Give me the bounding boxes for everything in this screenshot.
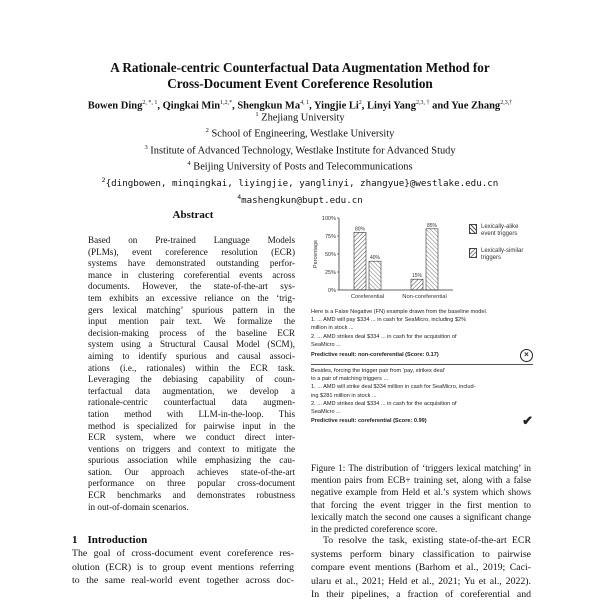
- abstract-line: Based on Pre-trained Language Models: [88, 235, 295, 245]
- abstract-line: terfactual data augmentation, we develop a: [88, 385, 295, 396]
- abstract-line: aiming to identify spurious and causal associ-: [88, 350, 295, 361]
- author-affiliation-marker: 2, *, 1: [142, 100, 158, 106]
- legend-swatch: [469, 224, 477, 234]
- abstract-heading: Abstract: [172, 209, 214, 221]
- bar-value-label: 85%: [426, 222, 438, 229]
- section-title: Introduction: [87, 534, 148, 546]
- abstract-line: performance on three popular cross-document: [88, 478, 295, 489]
- abstract-line: method is specialized for pairwise input in the: [88, 420, 295, 431]
- prediction-1: Predictive result: non-coreferential (Score: 0.17): [311, 352, 439, 359]
- author-affiliation-marker: 4, 1: [300, 100, 310, 106]
- email-text[interactable]: mashengkun@bupt.edu.cn: [241, 194, 363, 206]
- author-name: Yue Zhang: [451, 100, 501, 112]
- section-heading-introduction: [72, 534, 157, 546]
- email-line: [40, 191, 560, 208]
- author-affiliation-marker: 2,3,†: [500, 100, 513, 106]
- bar: [369, 261, 381, 290]
- abstract-line: ventions on triggers and context to mitigate the: [88, 443, 295, 454]
- affiliation-marker: 3: [144, 143, 148, 151]
- abstract-line: system using a Structural Causal Model (SCM),: [88, 339, 295, 350]
- abstract-line: ECR system, where we conduct direct inter-: [88, 432, 295, 443]
- paper-title: [40, 60, 560, 92]
- body-line: To resolve the task, existing state-of-the-art ECR: [323, 535, 531, 546]
- author-name: Shengkun Ma: [237, 100, 301, 112]
- abstract-line: Leveraging the debiasing capability of coun-: [88, 374, 295, 385]
- y-tick-label: 100%: [321, 216, 336, 222]
- y-tick-label: 75%: [324, 234, 336, 240]
- bar: [411, 279, 423, 290]
- mention-4: 2. ... AMD strikes deal $334 ... in cash for the acquisition of: [311, 400, 457, 407]
- false-negative-example: [311, 308, 533, 429]
- introduction-line: olution (ECR) is to group event mentions referring: [72, 561, 294, 573]
- email-text[interactable]: {dingbowen, minqingkai, liyingjie, yanglinyi, zhangyue}@westlake.edu.cn: [105, 178, 499, 190]
- mention-2-cont: SeaMicro ...: [311, 341, 341, 348]
- introduction-line: The goal of cross-document event coreference res-: [72, 548, 294, 559]
- abstract-line: in out-of-domain scenarios.: [88, 501, 189, 512]
- section-number: 1: [72, 534, 78, 546]
- title-line-2: Cross-Document Event Coreference Resolution: [167, 76, 433, 91]
- body-line: systems perform binary classification to pairwise: [311, 548, 531, 560]
- abstract-line: spurious association while emphasizing the cau-: [88, 455, 295, 466]
- email-marker: 4: [237, 192, 242, 201]
- bar-value-label: 15%: [411, 273, 423, 280]
- x-tick-label: Non-coreferential: [402, 294, 447, 300]
- body-line: ularu et al., 2021; Held et al., 2021; Yu et al., 2022).: [311, 575, 531, 587]
- affiliation-line: [40, 158, 560, 174]
- bar-chart: [311, 208, 461, 308]
- mention-3-cont: ing $281 million in stock ...: [311, 392, 377, 399]
- email-marker: 2: [101, 176, 106, 185]
- abstract-line: systems have demonstrated outstanding perfor-: [88, 258, 295, 269]
- abstract-line: rationale-centric counterfactual data augmen-: [88, 397, 295, 408]
- counterfactual-header: Besides, forcing the trigger pair from ‘pay, strikes deal’: [311, 368, 446, 375]
- introduction-line: to the same real-world event together across doc-: [72, 575, 294, 587]
- prediction-1-row: [311, 349, 533, 362]
- author-name: Linyi Yang: [367, 100, 416, 112]
- affiliation-text: Beijing University of Posts and Telecommunications: [190, 161, 413, 173]
- affiliation-marker: 1: [255, 111, 259, 118]
- chart-legend: [469, 224, 533, 272]
- abstract-line: gers lexical matching’ spurious pattern in the: [88, 304, 295, 315]
- body-line: compare event mentions (Barhom et al., 2019; Caci-: [311, 562, 531, 574]
- mention-3: 1. ... AMD will strike deal $334 million in cash for SeaMicro, includ-: [311, 384, 476, 391]
- author-affiliation-marker: 1,2,*: [220, 100, 233, 106]
- author-name: Bowen Ding: [87, 100, 143, 112]
- legend-swatch: [469, 248, 477, 258]
- legend-item: [469, 248, 533, 262]
- author-separator: ,: [309, 100, 314, 112]
- mention-1-cont: million in stock ...: [311, 325, 354, 332]
- abstract-body: [88, 235, 295, 513]
- legend-label: Lexically-similar triggers: [481, 248, 524, 261]
- author-affiliation-marker: 2,3, †: [415, 100, 430, 106]
- abstract-line: sation. Our approach achieves state-of-the-art: [88, 466, 295, 477]
- affiliation-text: School of Engineering, Westlake University: [208, 128, 395, 140]
- y-axis-label: Percentage: [313, 239, 319, 269]
- x-tick-label: Coreferential: [350, 294, 385, 300]
- abstract-line: ations (i.e., rationales) within the ECR task.: [88, 362, 295, 373]
- wrong-icon: ×: [520, 349, 533, 362]
- prediction-2-row: [311, 413, 533, 429]
- author-name: Yingjie Li: [313, 100, 359, 112]
- author-separator: ,: [361, 100, 368, 112]
- y-tick-label: 25%: [324, 270, 336, 276]
- introduction-body: [72, 547, 294, 588]
- bar: [354, 232, 366, 290]
- author-separator: ,: [232, 100, 238, 112]
- y-tick-label: 50%: [324, 252, 336, 258]
- mention-2: 2. ... AMD strikes deal $334 ... in cash for the acquisition of: [311, 333, 457, 340]
- bar: [426, 229, 438, 290]
- author-name: Qingkai Min: [162, 100, 221, 112]
- abstract-line: mance in clustering coreferential events across: [88, 269, 295, 280]
- counterfactual-header-cont: to a pair of matching triggers ...: [311, 376, 389, 383]
- affiliation-marker: 4: [187, 159, 191, 167]
- y-tick-label: 0%: [328, 288, 336, 294]
- checkmark-icon: ✔: [522, 413, 533, 429]
- abstract-line: documents. However, the state-of-the-art sys-: [88, 281, 295, 292]
- abstract-line: (PLMs), event coreference resolution (ECR): [88, 246, 295, 257]
- abstract-line: input mention pair text. We formalize the: [88, 316, 295, 327]
- prediction-2: Predictive result: coreferential (Score: 0.99): [311, 418, 427, 425]
- bar-value-label: 40%: [369, 255, 381, 262]
- affiliation-marker: 2: [205, 127, 209, 135]
- abstract-line: decision-making process of the baseline ECR: [88, 327, 295, 338]
- affiliation-text: Institute of Advanced Technology, Westlake Institute for Advanced Study: [147, 145, 456, 156]
- affiliation-line: [40, 109, 560, 125]
- example-header: Here is a False Negative (FN) example drawn from the baseline model.: [311, 309, 488, 315]
- abstract-line: ECR benchmarks and demonstrates robustness: [88, 490, 295, 501]
- right-column-body: [311, 534, 531, 602]
- figure-1: [311, 208, 533, 458]
- title-line-1: A Rationale-centric Counterfactual Data Augmentation Method for: [110, 60, 490, 75]
- mention-4-cont: SeaMicro ...: [311, 409, 341, 416]
- body-line: In their pipelines, a fraction of coreferential and: [311, 589, 531, 601]
- mention-1: 1. ... AMD will pay $334 ... in cash for SeaMicro, including $2%: [311, 317, 467, 324]
- affiliation-line: [40, 142, 560, 158]
- author-affiliation-marker: 2: [358, 100, 362, 106]
- example-divider: [311, 364, 533, 365]
- figure-caption: Figure 1: The distribution of ‘triggers lexical matching’ in mention pairs from ECB+ training set, along with a false negative example from Held et al.’s system which shows that forcing the event trigger in the first mention to lexically match the second one causes a significant change in the predicted coreference score.: [311, 463, 531, 535]
- legend-label: Lexically-alike event triggers: [481, 224, 519, 237]
- legend-item: [469, 224, 533, 238]
- affiliation-line: [40, 125, 560, 141]
- author-separator: ,: [157, 100, 163, 112]
- affiliation-text: Zhejiang University: [258, 112, 345, 124]
- author-separator: and: [429, 100, 452, 112]
- bar-value-label: 80%: [354, 226, 366, 233]
- affiliations: [40, 109, 560, 208]
- abstract-line: tation method with LLM-in-the-loop. This: [88, 408, 295, 419]
- email-line: [40, 174, 560, 191]
- abstract-line: tem exhibits an excessive reliance on the ‘trig-: [88, 292, 295, 303]
